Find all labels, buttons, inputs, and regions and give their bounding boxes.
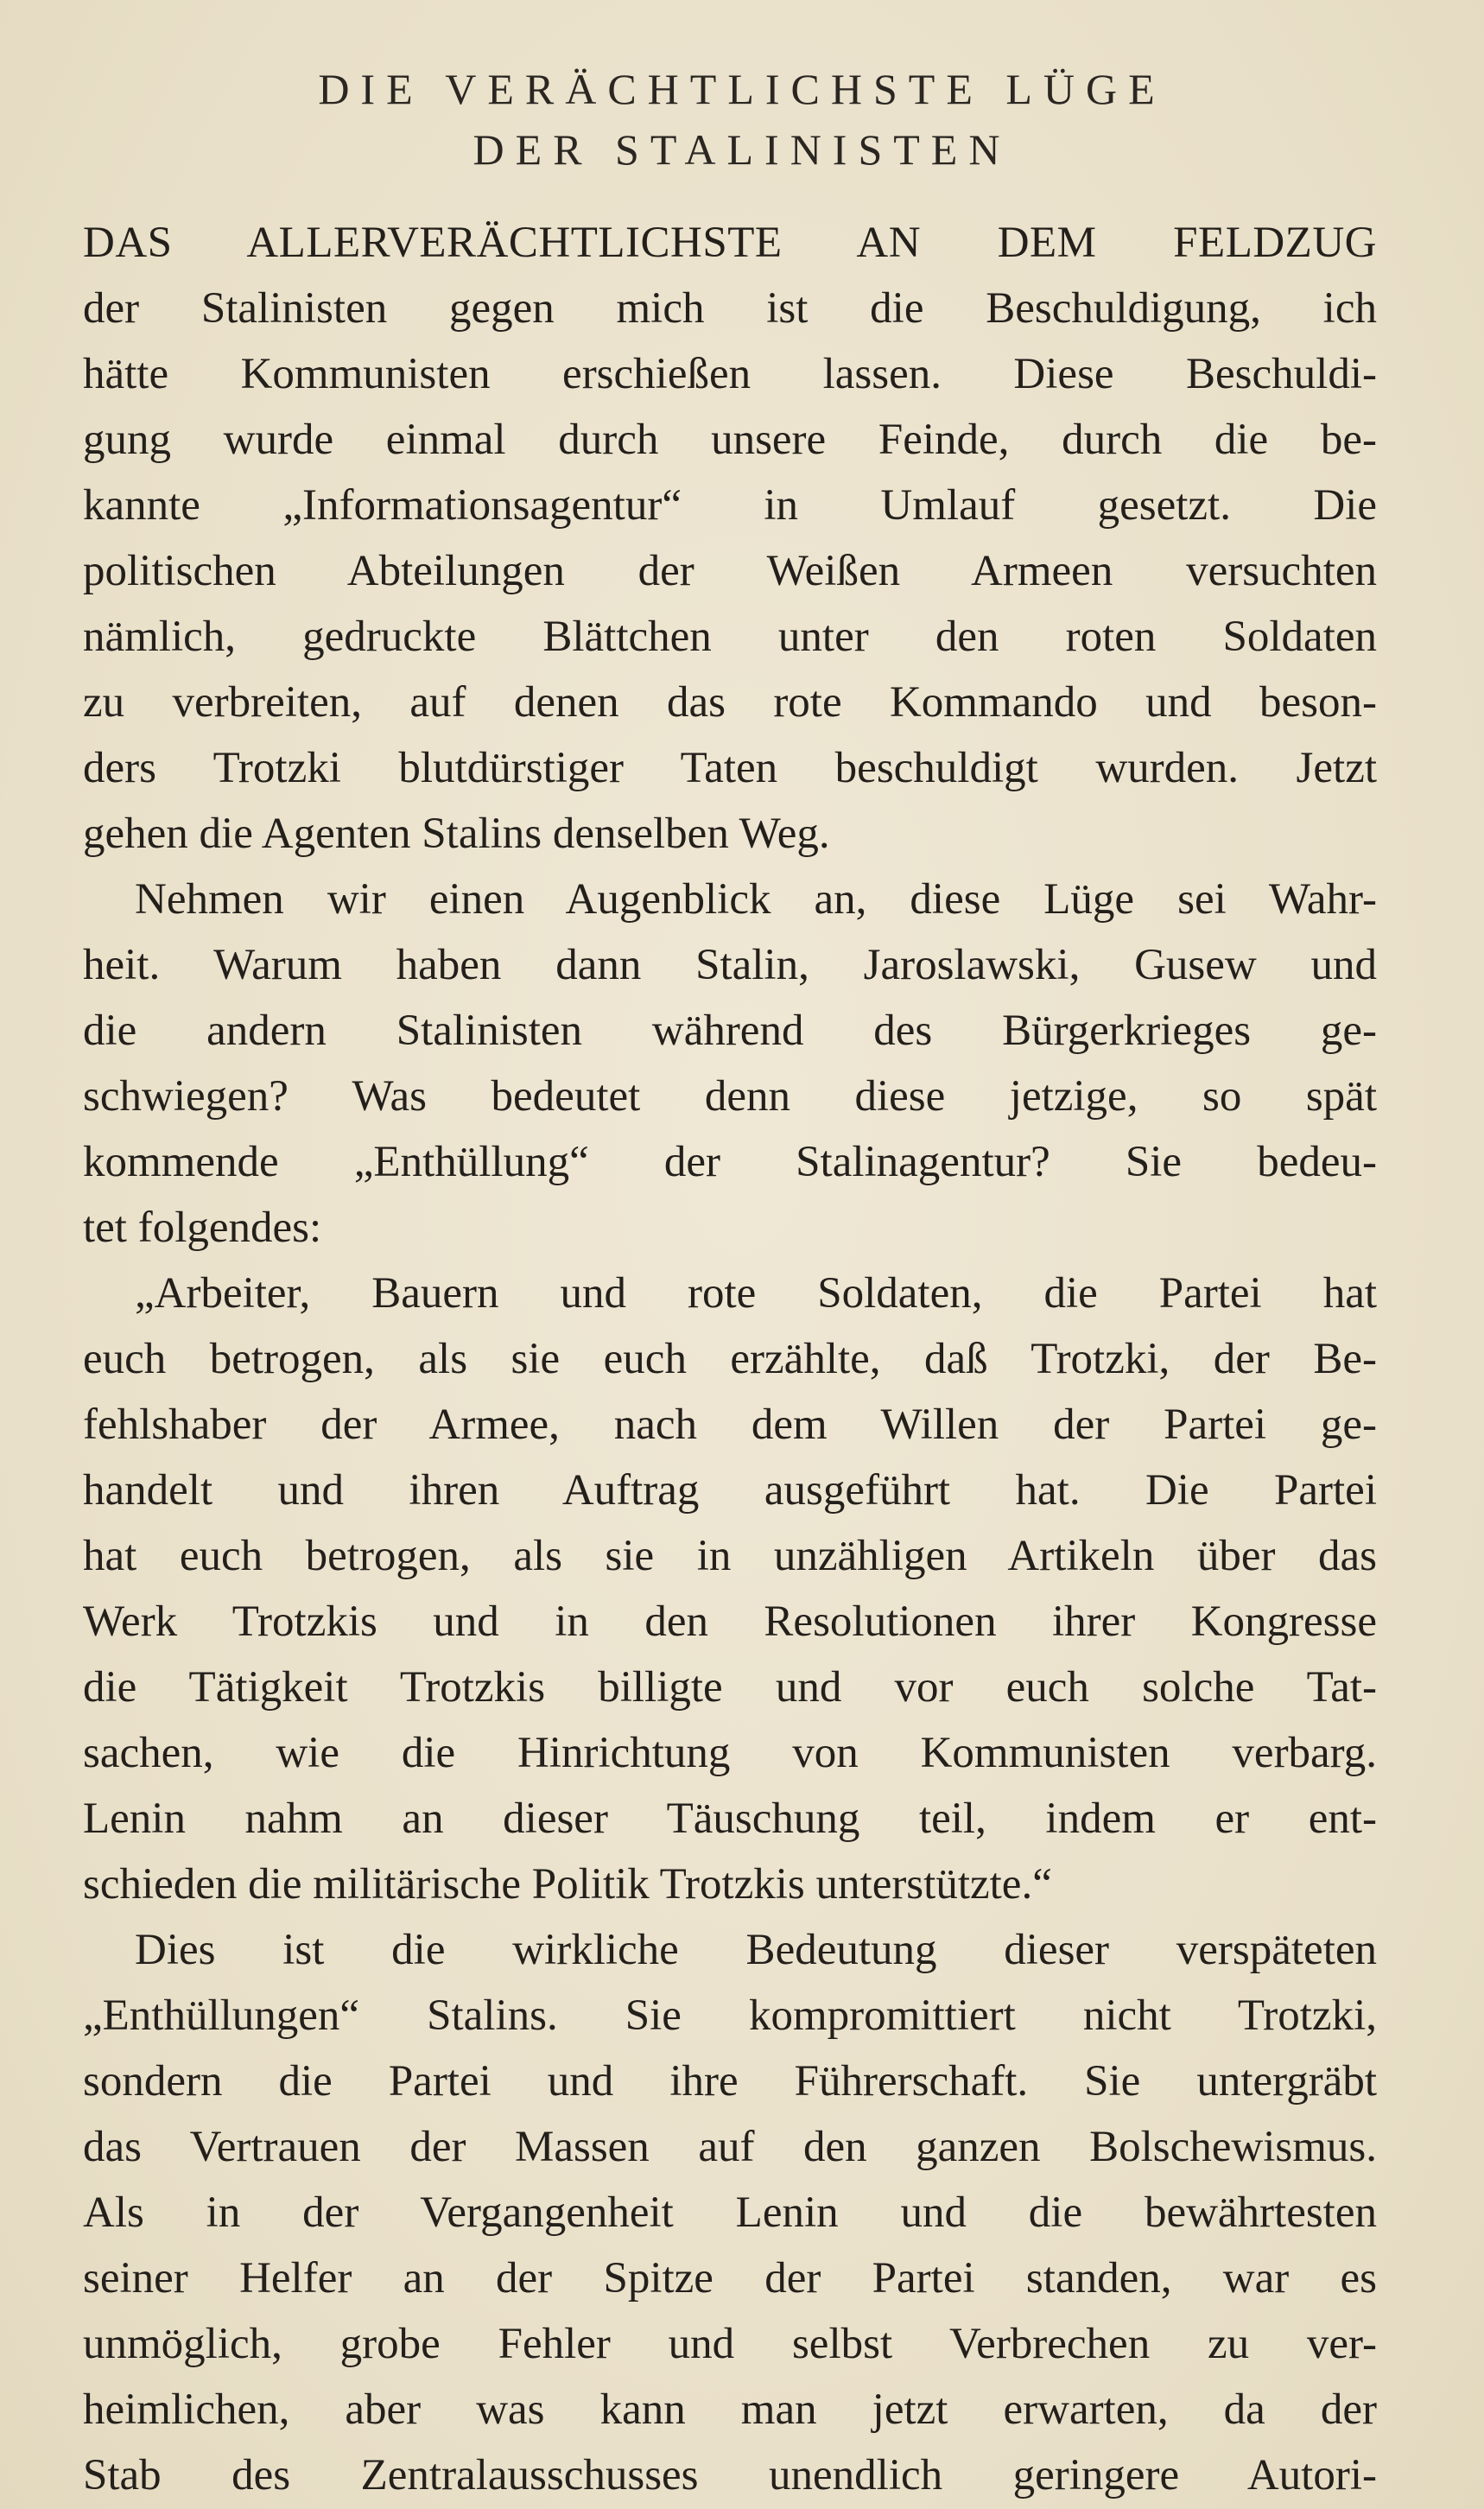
- text-line: sachen, wie die Hinrichtung von Kommunisten verbarg.: [83, 1729, 1377, 1777]
- chapter-title-line-1: DIE VERÄCHTLICHSTE LÜGE: [318, 65, 1166, 113]
- text-line: handelt und ihren Auftrag ausgeführt hat. Die Partei: [83, 1466, 1377, 1515]
- text-line: Nehmen wir einen Augenblick an, diese Lüge sei Wahr-: [135, 875, 1377, 924]
- text-line: Als in der Vergangenheit Lenin und die bewährtesten: [83, 2188, 1377, 2237]
- text-line: politischen Abteilungen der Weißen Armeen versuchten: [83, 547, 1377, 595]
- text-line: hätte Kommunisten erschießen lassen. Diese Beschuldi-: [83, 350, 1377, 398]
- text-line: seiner Helfer an der Spitze der Partei standen, war es: [83, 2254, 1377, 2303]
- text-line: gung wurde einmal durch unsere Feinde, durch die be-: [83, 416, 1377, 464]
- text-line: heit. Warum haben dann Stalin, Jaroslawski, Gusew und: [83, 941, 1377, 989]
- text-line: DAS ALLERVERÄCHTLICHSTE AN DEM FELDZUG: [83, 219, 1377, 267]
- text-line: das Vertrauen der Massen auf den ganzen Bolschewismus.: [83, 2123, 1377, 2171]
- text-line: Dies ist die wirkliche Bedeutung dieser verspäteten: [135, 1926, 1377, 1974]
- text-line: die Tätigkeit Trotzkis billigte und vor euch solche Tat-: [83, 1663, 1377, 1712]
- text-line: Lenin nahm an dieser Täuschung teil, indem er ent-: [83, 1794, 1377, 1843]
- text-line: „Arbeiter, Bauern und rote Soldaten, die Partei hat: [135, 1269, 1377, 1318]
- text-line: euch betrogen, als sie euch erzählte, daß Trotzki, der Be-: [83, 1335, 1377, 1383]
- text-line: hat euch betrogen, als sie in unzähligen Artikeln über das: [83, 1532, 1377, 1580]
- text-line: fehlshaber der Armee, nach dem Willen der Partei ge-: [83, 1401, 1377, 1449]
- text-line: tet folgendes:: [83, 1204, 322, 1252]
- text-line: gehen die Agenten Stalins denselben Weg.: [83, 810, 830, 858]
- text-line: nämlich, gedruckte Blättchen unter den roten Soldaten: [83, 613, 1377, 661]
- text-line: der Stalinisten gegen mich ist die Beschuldigung, ich: [83, 284, 1377, 333]
- text-line: zu verbreiten, auf denen das rote Kommando und beson-: [83, 678, 1377, 727]
- text-line: Stab des Zentralausschusses unendlich geringere Autori-: [83, 2451, 1377, 2499]
- text-line: „Enthüllungen“ Stalins. Sie kompromittiert nicht Trotzki,: [83, 1991, 1377, 2040]
- text-line: heimlichen, aber was kann man jetzt erwarten, da der: [83, 2385, 1377, 2434]
- text-line: sondern die Partei und ihre Führerschaft. Sie untergräbt: [83, 2057, 1377, 2106]
- text-line: ders Trotzki blutdürstiger Taten beschuldigt wurden. Jetzt: [83, 744, 1377, 792]
- chapter-title-line-2: DER STALINISTEN: [472, 125, 1012, 174]
- text-line: unmöglich, grobe Fehler und selbst Verbrechen zu ver-: [83, 2320, 1377, 2368]
- text-line: schwiegen? Was bedeutet denn diese jetzige, so spät: [83, 1072, 1377, 1121]
- text-line: die andern Stalinisten während des Bürgerkrieges ge-: [83, 1007, 1377, 1055]
- text-line: schieden die militärische Politik Trotzkis unterstützte.“: [83, 1860, 1052, 1909]
- text-line: Werk Trotzkis und in den Resolutionen ihrer Kongresse: [83, 1598, 1377, 1646]
- text-line: kommende „Enthüllung“ der Stalinagentur? Sie bedeu-: [83, 1138, 1377, 1186]
- text-line: kannte „Informationsagentur“ in Umlauf gesetzt. Die: [83, 481, 1377, 530]
